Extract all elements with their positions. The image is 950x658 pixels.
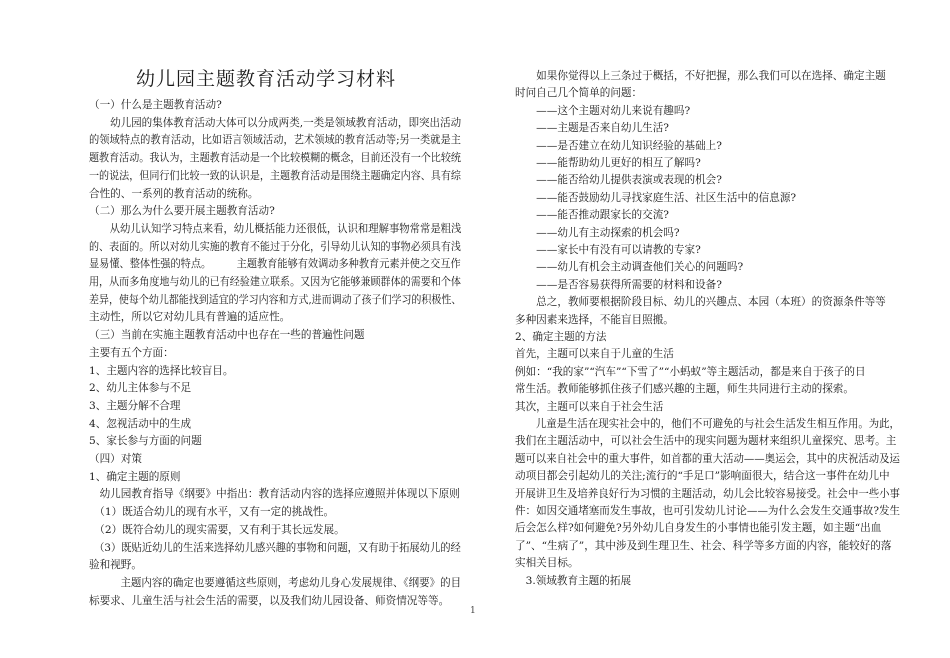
text-line: 幼儿园的集体教育活动大体可以分成两类,一类是领域教育活动，即突出活动	[89, 116, 462, 129]
text-line: 1、确定主题的原则	[89, 470, 181, 483]
text-line: 3、主题分解不合理	[89, 399, 181, 412]
text-line: ——能否推动跟家长的交流?	[515, 209, 669, 222]
text-line: （1）既适合幼儿的现有水平，又有一定的挑战性。	[89, 506, 335, 519]
text-line: 了”、“生病了”，其中涉及到生理卫生、社会、科学等多方面的内容，能较好的落	[515, 539, 892, 552]
text-line: ——是否容易获得所需要的材料和设备?	[515, 278, 722, 291]
text-line: 的、表面的。所以对幼儿实施的教育不能过于分化，引导幼儿认知的事物必须具有浅	[89, 240, 461, 253]
text-line: 主要有五个方面：	[89, 346, 174, 359]
text-line: 2、幼儿主体参与不足	[89, 382, 192, 395]
text-line: 时问自己几个简单的问题：	[515, 87, 643, 100]
text-line: （一）什么是主题教育活动?	[89, 99, 222, 111]
text-line: 件：如因交通堵塞而发生事故，也可引发幼儿讨论——为什么会发生交通事故?发生	[515, 505, 901, 517]
text-line: 5、家长参与方面的问题	[89, 435, 202, 448]
text-line: 标要求、儿童生活与社会生活的需要，以及我们幼儿园设备、师资情况等等。	[89, 594, 450, 607]
text-line: ——家长中有没有可以请教的专家?	[515, 244, 701, 256]
text-line: 2、确定主题的方法	[515, 331, 607, 343]
text-line: 显易懂、整体性强的特点。 主题教育能够有效调动多种教育元素并使之交互作	[89, 258, 461, 271]
text-line: 幼儿园教育指导《纲要》中指出：教育活动内容的选择应遵照并体现以下原则	[89, 488, 460, 501]
page-number: 1	[470, 606, 476, 616]
text-line: （四）对策	[89, 453, 142, 465]
text-line: ——幼儿有主动探索的机会吗?	[515, 226, 680, 239]
text-line: 我们在主题活动中，可以社会生活中的现实问题为题材来组织儿童探究、思考。主	[515, 435, 897, 448]
text-line: 其次，主题可以来自于社会生活	[515, 400, 664, 413]
text-line: 合性的、一系列的教育活动的统称。	[89, 187, 259, 200]
document-title: 幼儿园主题教育活动学习材料	[136, 68, 397, 90]
text-line: 如果你觉得以上三条过于概括，不好把握，那么我们可以在选择、确定主题	[515, 70, 886, 82]
text-line: 的领域特点的教育活动，比如语言领域活动，艺术领域的教育活动等;另一类就是主	[89, 134, 461, 147]
text-line: 常生活。教师能够抓住孩子们感兴趣的主题，师生共同进行主动的探索。	[515, 383, 854, 396]
text-line: 首先，主题可以来自于儿童的生活	[515, 348, 674, 361]
text-line: 主题内容的确定也要遵循这些原则，考虑幼儿身心发展规律、《纲要》的目	[89, 576, 462, 589]
text-line: 后会怎么样?如何避免?另外幼儿自身发生的小事情也能引发主题，如主题“出血	[515, 522, 882, 535]
text-line: 儿童是生活在现实社会中的，他们不可避免的与社会生活发生相互作用。为此，	[515, 418, 900, 430]
text-line: 题教育活动。我认为，主题教育活动是一个比较模糊的概念，目前还没有一个比较统	[89, 152, 461, 165]
text-line: 3.领域教育主题的拓展	[515, 574, 632, 587]
text-line: ——能帮助幼儿更好的相互了解吗?	[515, 157, 701, 169]
text-line: ——是否建立在幼儿知识经验的基础上?	[515, 139, 722, 152]
text-line: 一的说法，但同行们比较一致的认识是，主题教育活动是围绕主题确定内容、具有综	[89, 169, 461, 182]
text-line: 开展讲卫生及培养良好行为习惯的主题活动，幼儿会比较容易接受。社会中一些小事	[515, 487, 900, 500]
text-line: 题可以来自社会中的重大事件，如首都的重大活动——奥运会，其中的庆祝活动及运	[515, 452, 900, 465]
text-line: 验和视野。	[89, 559, 142, 572]
text-line: 总之，教师要根据阶段目标、幼儿的兴趣点、本园（本班）的资源条件等等	[515, 296, 886, 309]
text-line: 动项目都会引起幼儿的关注;流行的“手足口”影响面很大，结合这一事件在幼儿中	[515, 470, 890, 483]
text-line: 多种因素来选择，不能盲目照搬。	[515, 313, 674, 326]
text-line: （2）既符合幼儿的现实需要，又有利于其长远发展。	[89, 523, 345, 536]
text-line: 差异，使每个幼儿都能找到适宜的学习内容和方式,进而调动了孩子们学习的积极性、	[89, 293, 462, 306]
text-line: 从幼儿认知学习特点来看，幼儿概括能力还很低，认识和理解事物常常是粗浅	[89, 222, 462, 235]
text-line: 用，从而多角度地与幼儿的已有经验建立联系。又因为它能够兼顾群体的需要和个体	[89, 276, 461, 288]
text-line: 主动性，所以它对幼儿具有普遍的适应性。	[89, 311, 291, 324]
text-line: ——这个主题对幼儿来说有趣吗?	[515, 104, 691, 117]
text-line: （3）既贴近幼儿的生活来选择幼儿感兴趣的事物和问题，又有助于拓展幼儿的经	[89, 541, 461, 554]
text-line: 实相关目标。	[515, 557, 579, 570]
text-line: 1、主题内容的选择比较盲目。	[89, 364, 234, 377]
text-line: ——幼儿有机会主动调查他们关心的问题吗?	[515, 261, 744, 274]
text-line: ——能否给幼儿提供表演或表现的机会?	[515, 174, 722, 187]
text-line: （三）当前在实施主题教育活动中也存在一些的普遍性问题	[89, 329, 365, 342]
text-line: 4、忽视活动中的生成	[89, 417, 192, 430]
text-line: ——能否鼓励幼儿寻找家庭生活、社区生活中的信息源?	[515, 191, 797, 204]
text-line: （二）那么为什么要开展主题教育活动?	[89, 205, 275, 218]
text-line: ——主题是否来自幼儿生活?	[515, 122, 669, 135]
text-line: 例如：“我的家”“汽车”“下雪了”“小蚂蚁”等主题活动，都是来自于孩子的日	[515, 365, 866, 378]
